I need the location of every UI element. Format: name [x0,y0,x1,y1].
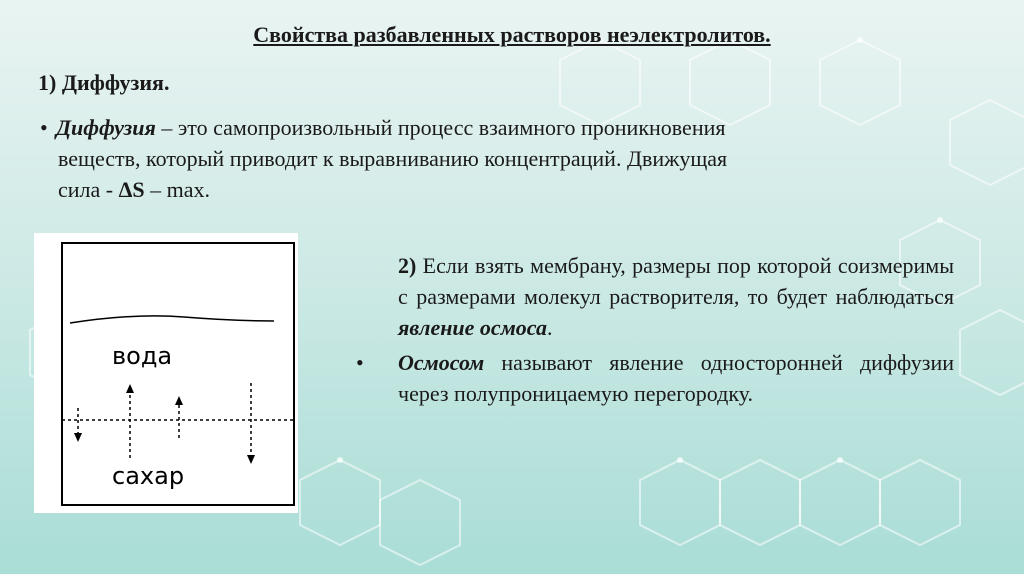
label-water: вода [112,342,173,370]
definition-line-1: – это самопроизвольный процесс взаимного проникновения [155,115,726,140]
osmosis-definition-text: называют явление односторонней диффузии через полупроницаемую перегородку. [398,350,954,406]
membrane-text: Если взять мембрану, размеры пор которой соизмеримы с размерами молекул растворителя, то будет наблюдаться [398,253,954,309]
period: . [546,315,553,340]
definition-line-3: сила - [58,177,119,202]
bullet: • [356,350,364,375]
membrane-paragraph [398,250,954,343]
bullet: • [40,115,48,140]
definition-line-2: веществ, который приводит к выравниванию концентраций. Движущая [58,146,728,171]
osmosis-definition [356,347,954,409]
section-heading-diffusion: 1) Диффузия. [38,70,170,95]
item-number: 2) [398,253,417,278]
delta-s: ΔS [118,177,145,202]
term-osmosis: Осмосом [398,350,485,375]
definition-line-3-end: – max. [144,177,211,202]
osmosis-diagram [34,233,298,513]
term-diffusion: Диффузия [56,115,156,140]
label-sugar: сахар [112,462,185,490]
osmosis-diagram-svg [34,233,298,513]
osmosis-text [356,250,954,409]
term-osmosis-phenomenon: явление осмоса [398,315,547,340]
diffusion-definition [40,112,995,205]
slide-title: Свойства разбавленных растворов неэлектролитов. [253,22,771,47]
